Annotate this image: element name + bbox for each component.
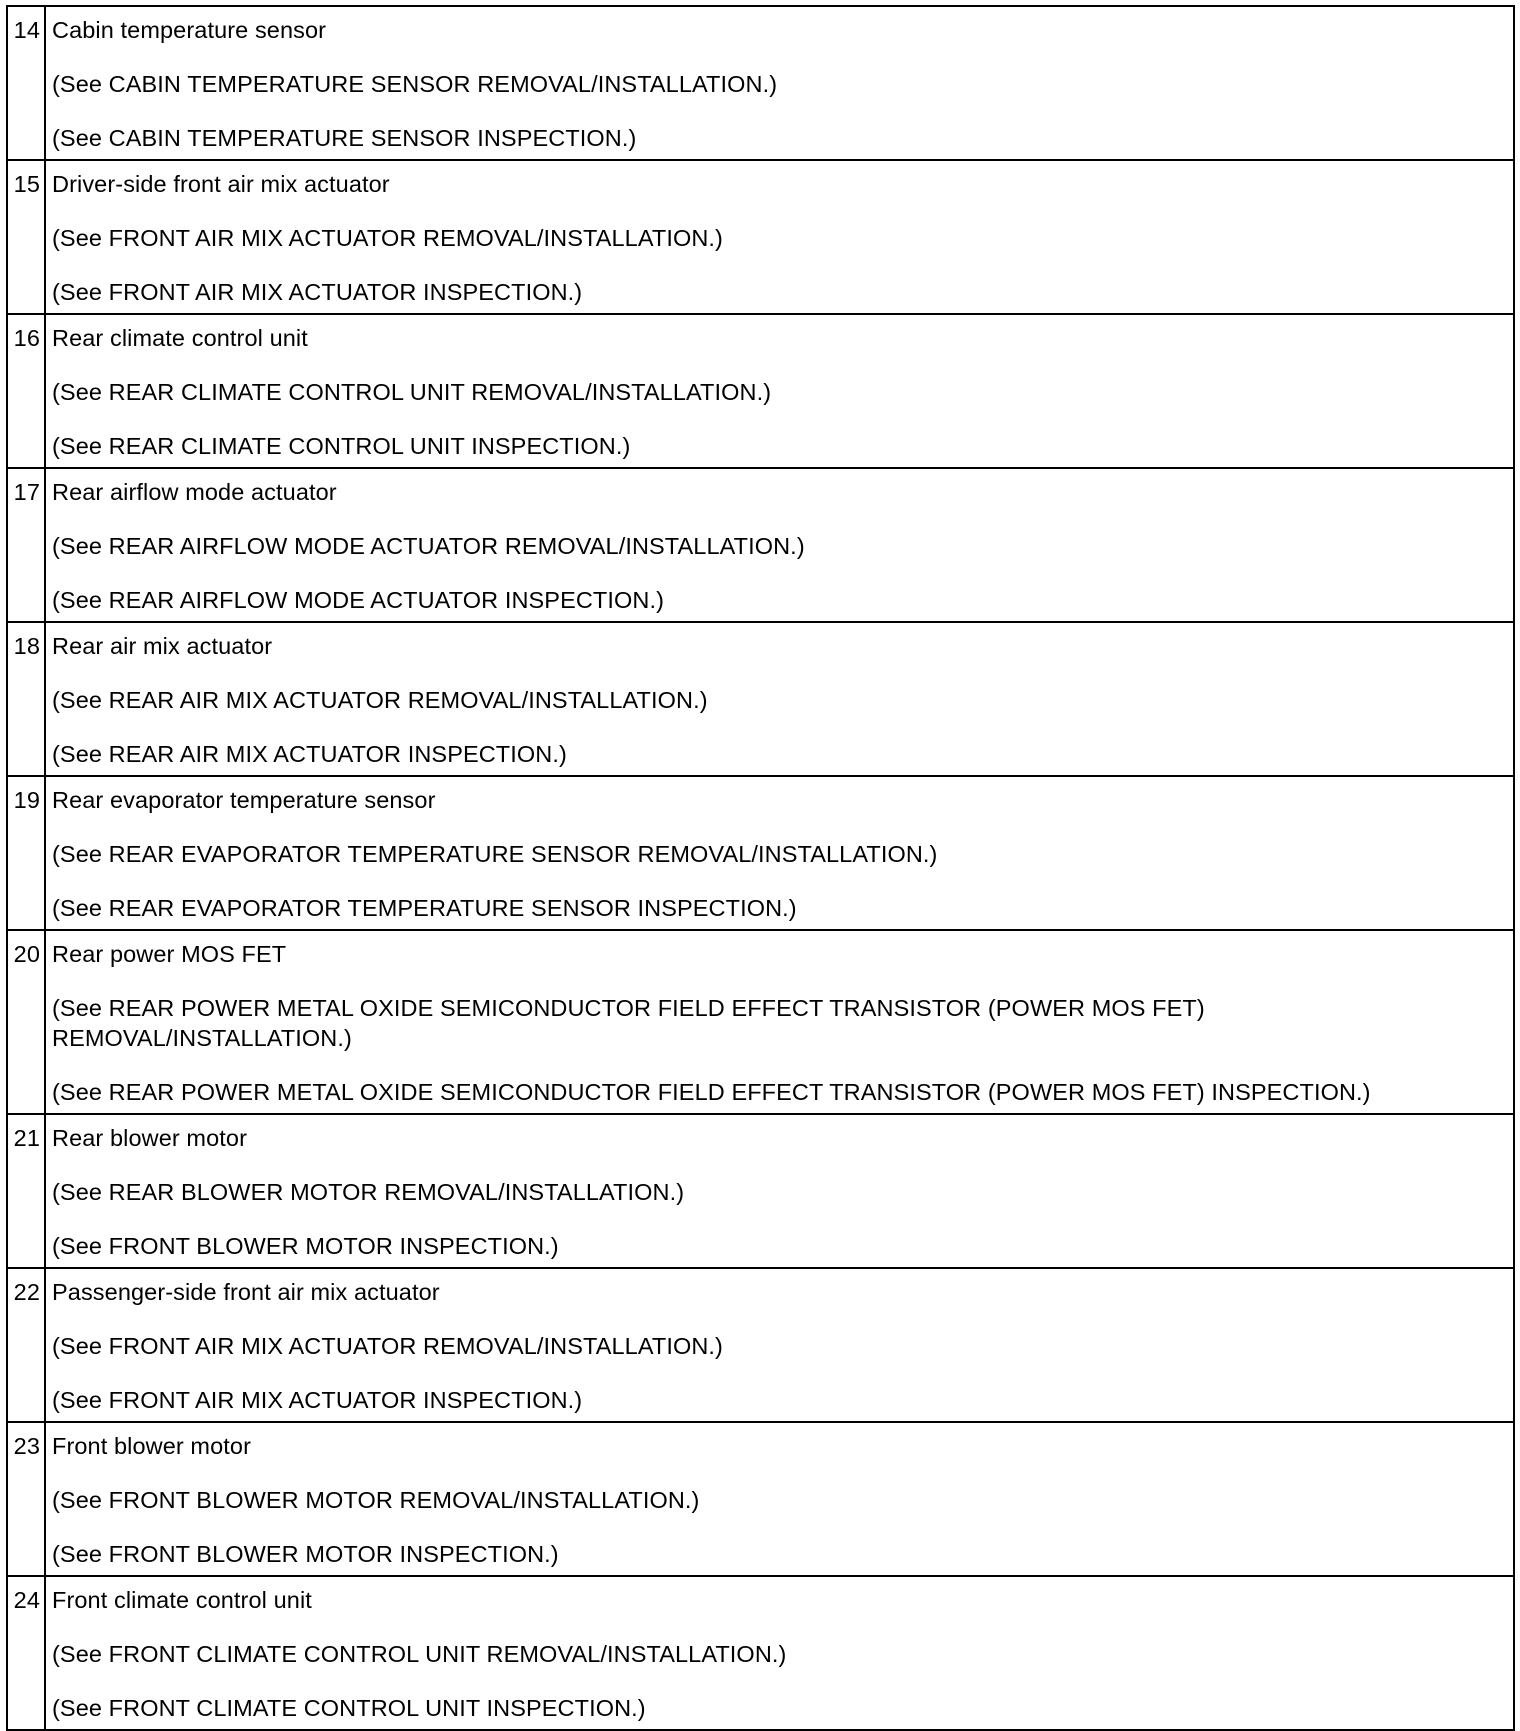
item-name: Rear climate control unit: [52, 325, 308, 351]
component-table: [6, 5, 1515, 1731]
table-row: [7, 160, 1514, 314]
inspection-link[interactable]: (See REAR CLIMATE CONTROL UNIT INSPECTION.): [52, 433, 631, 459]
item-number: 16: [7, 314, 45, 468]
item-name: Front climate control unit: [52, 1587, 312, 1613]
item-description: [45, 160, 1514, 314]
table-row: [7, 930, 1514, 1114]
table-row: [7, 1268, 1514, 1422]
item-name: Rear air mix actuator: [52, 633, 273, 659]
item-number: 15: [7, 160, 45, 314]
item-description: [45, 1268, 1514, 1422]
table-row: [7, 1422, 1514, 1576]
inspection-link[interactable]: (See REAR POWER METAL OXIDE SEMICONDUCTOR FIELD EFFECT TRANSISTOR (POWER MOS FET) INSPECTION.): [52, 1079, 1371, 1105]
item-number: 21: [7, 1114, 45, 1268]
removal-installation-link[interactable]: (See REAR BLOWER MOTOR REMOVAL/INSTALLATION.): [52, 1179, 685, 1205]
item-name: Front blower motor: [52, 1433, 252, 1459]
item-number: 14: [7, 6, 45, 160]
item-name: Rear airflow mode actuator: [52, 479, 337, 505]
item-description: [45, 776, 1514, 930]
item-name: Driver-side front air mix actuator: [52, 171, 390, 197]
table-row: [7, 314, 1514, 468]
table-row: [7, 468, 1514, 622]
inspection-link[interactable]: (See FRONT BLOWER MOTOR INSPECTION.): [52, 1233, 559, 1259]
item-name: Passenger-side front air mix actuator: [52, 1279, 440, 1305]
item-number: 17: [7, 468, 45, 622]
item-number: 19: [7, 776, 45, 930]
item-description: [45, 6, 1514, 160]
inspection-link[interactable]: (See CABIN TEMPERATURE SENSOR INSPECTION.): [52, 125, 637, 151]
item-description: [45, 468, 1514, 622]
removal-installation-link[interactable]: (See FRONT AIR MIX ACTUATOR REMOVAL/INSTALLATION.): [52, 225, 723, 251]
removal-installation-link[interactable]: (See FRONT CLIMATE CONTROL UNIT REMOVAL/INSTALLATION.): [52, 1641, 787, 1667]
table-row: [7, 1576, 1514, 1730]
removal-installation-link[interactable]: (See REAR POWER METAL OXIDE SEMICONDUCTOR FIELD EFFECT TRANSISTOR (POWER MOS FET) REMOVAL/INSTALLATION.): [52, 995, 1205, 1051]
item-name: Rear evaporator temperature sensor: [52, 787, 436, 813]
item-description: [45, 1576, 1514, 1730]
removal-installation-link[interactable]: (See REAR CLIMATE CONTROL UNIT REMOVAL/INSTALLATION.): [52, 379, 772, 405]
removal-installation-link[interactable]: (See REAR AIRFLOW MODE ACTUATOR REMOVAL/INSTALLATION.): [52, 533, 805, 559]
inspection-link[interactable]: (See FRONT AIR MIX ACTUATOR INSPECTION.): [52, 1387, 583, 1413]
inspection-link[interactable]: (See FRONT CLIMATE CONTROL UNIT INSPECTION.): [52, 1695, 646, 1721]
item-number: 22: [7, 1268, 45, 1422]
item-number: 24: [7, 1576, 45, 1730]
removal-installation-link[interactable]: (See CABIN TEMPERATURE SENSOR REMOVAL/INSTALLATION.): [52, 71, 778, 97]
removal-installation-link[interactable]: (See REAR AIR MIX ACTUATOR REMOVAL/INSTALLATION.): [52, 687, 708, 713]
inspection-link[interactable]: (See REAR EVAPORATOR TEMPERATURE SENSOR INSPECTION.): [52, 895, 797, 921]
table-row: [7, 776, 1514, 930]
item-description: [45, 930, 1514, 1114]
removal-installation-link[interactable]: (See REAR EVAPORATOR TEMPERATURE SENSOR REMOVAL/INSTALLATION.): [52, 841, 938, 867]
table-row: [7, 6, 1514, 160]
inspection-link[interactable]: (See FRONT BLOWER MOTOR INSPECTION.): [52, 1541, 559, 1567]
item-description: [45, 622, 1514, 776]
table-row: [7, 622, 1514, 776]
component-table-body: [7, 6, 1514, 1730]
inspection-link[interactable]: (See FRONT AIR MIX ACTUATOR INSPECTION.): [52, 279, 583, 305]
item-number: 23: [7, 1422, 45, 1576]
item-number: 20: [7, 930, 45, 1114]
item-description: [45, 314, 1514, 468]
inspection-link[interactable]: (See REAR AIR MIX ACTUATOR INSPECTION.): [52, 741, 567, 767]
item-name: Cabin temperature sensor: [52, 17, 327, 43]
component-table-container: [6, 5, 1515, 1731]
table-row: [7, 1114, 1514, 1268]
item-description: [45, 1422, 1514, 1576]
removal-installation-link[interactable]: (See FRONT BLOWER MOTOR REMOVAL/INSTALLATION.): [52, 1487, 700, 1513]
item-number: 18: [7, 622, 45, 776]
removal-installation-link[interactable]: (See FRONT AIR MIX ACTUATOR REMOVAL/INSTALLATION.): [52, 1333, 723, 1359]
item-name: Rear power MOS FET: [52, 941, 287, 967]
item-name: Rear blower motor: [52, 1125, 247, 1151]
item-description: [45, 1114, 1514, 1268]
inspection-link[interactable]: (See REAR AIRFLOW MODE ACTUATOR INSPECTION.): [52, 587, 665, 613]
